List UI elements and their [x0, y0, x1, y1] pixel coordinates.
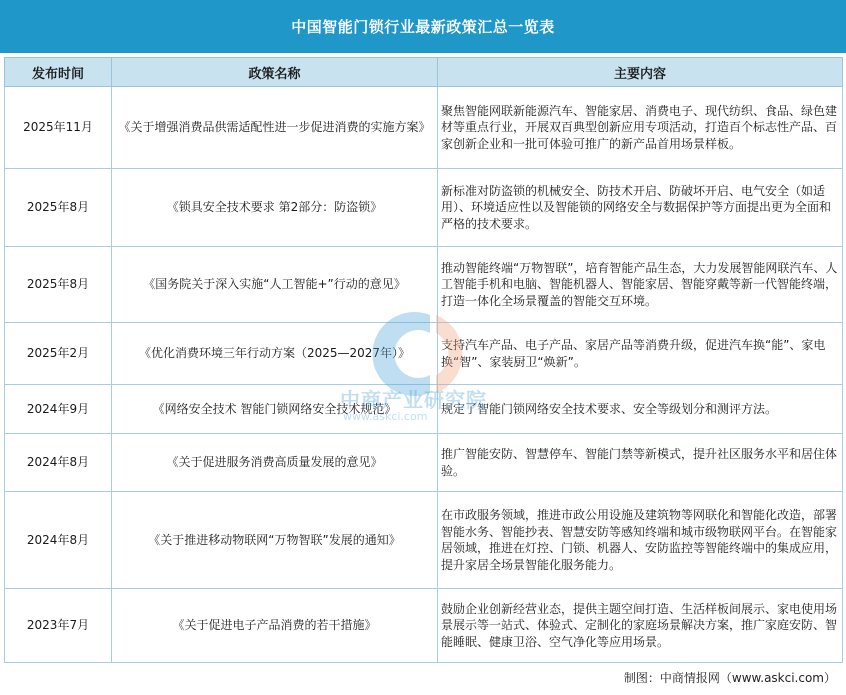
- row-date: 2025年2月: [5, 323, 112, 385]
- row-policy-name: 《优化消费环境三年行动方案（2025—2027年）》: [112, 323, 438, 385]
- row-policy-name: 《国务院关于深入实施“人工智能+”行动的意见》: [112, 247, 438, 323]
- row-content: 新标准对防盗锁的机械安全、防技术开启、防破坏开启、电气安全（如适用）、环境适应性以及智能锁的网络安全与数据保护等方面提出更为全面和严格的技术要求。: [438, 169, 843, 247]
- row-content: 聚焦智能网联新能源汽车、智能家居、消费电子、现代纺织、食品、绿色建材等重点行业，开展双百典型创新应用专项活动，打造百个标志性产品、百家创新企业和一批可体验可推广的新产品首用场景样板。: [438, 87, 843, 169]
- table-row: [5, 169, 843, 247]
- policy-table: [4, 57, 843, 663]
- row-date: 2025年8月: [5, 169, 112, 247]
- row-policy-name: 《锁具安全技术要求 第2部分：防盗锁》: [112, 169, 438, 247]
- row-policy-name: 《关于促进服务消费高质量发展的意见》: [112, 434, 438, 492]
- row-date: 2025年11月: [5, 87, 112, 169]
- row-policy-name: 《关于促进电子产品消费的若干措施》: [112, 589, 438, 663]
- header-content: 主要内容: [438, 58, 843, 87]
- table-row: [5, 434, 843, 492]
- header-date: 发布时间: [5, 58, 112, 87]
- row-content: 在市政服务领域，推进市政公用设施及建筑物等网联化和智能化改造，部署智能水务、智能抄表、智慧安防等感知终端和城市级物联网平台。在智能家居领域，推进在灯控、门锁、机器人、安防监控等智能终端中的集成应用，提升家居全场景智能化服务能力。: [438, 492, 843, 589]
- table-title-bar: [0, 0, 846, 53]
- row-date: 2023年7月: [5, 589, 112, 663]
- table-row: [5, 87, 843, 169]
- header-name: 政策名称: [112, 58, 438, 87]
- row-policy-name: 《关于增强消费品供需适配性进一步促进消费的实施方案》: [112, 87, 438, 169]
- table-row: [5, 492, 843, 589]
- row-content: 推动智能终端“万物智联”，培育智能产品生态，大力发展智能网联汽车、人工智能手机和电脑、智能机器人、智能家居、智能穿戴等新一代智能终端，打造一体化全场景覆盖的智能交互环境。: [438, 247, 843, 323]
- source-footer: 制图：中商情报网（www.askci.com）: [623, 671, 836, 685]
- row-date: 2025年8月: [5, 247, 112, 323]
- table-row: [5, 589, 843, 663]
- watermark-url: www.askci.com: [343, 410, 428, 423]
- row-content: 鼓励企业创新经营业态，提供主题空间打造、生活样板间展示、家电使用场景展示等一站式、体验式、定制化的家庭场景解决方案，推广家庭安防、智能睡眠、健康卫浴、空气净化等应用场景。: [438, 589, 843, 663]
- watermark-text: 中商产业研究院: [340, 388, 487, 412]
- row-date: 2024年8月: [5, 492, 112, 589]
- header-row: [5, 58, 843, 87]
- row-content: 规定了智能门锁网络安全技术要求、安全等级划分和测评方法。: [438, 385, 843, 434]
- table-row: [5, 385, 843, 434]
- table-row: [5, 247, 843, 323]
- table-title: 中国智能门锁行业最新政策汇总一览表: [291, 18, 555, 36]
- row-content: 支持汽车产品、电子产品、家居产品等消费升级，促进汽车换“能”、家电换“智”、家装厨卫“焕新”。: [438, 323, 843, 385]
- table-row: [5, 323, 843, 385]
- row-date: 2024年9月: [5, 385, 112, 434]
- row-policy-name: 《网络安全技术 智能门锁网络安全技术规范》: [112, 385, 438, 434]
- row-date: 2024年8月: [5, 434, 112, 492]
- row-content: 推广智能安防、智慧停车、智能门禁等新模式，提升社区服务水平和居住体验。: [438, 434, 843, 492]
- row-policy-name: 《关于推进移动物联网“万物智联”发展的通知》: [112, 492, 438, 589]
